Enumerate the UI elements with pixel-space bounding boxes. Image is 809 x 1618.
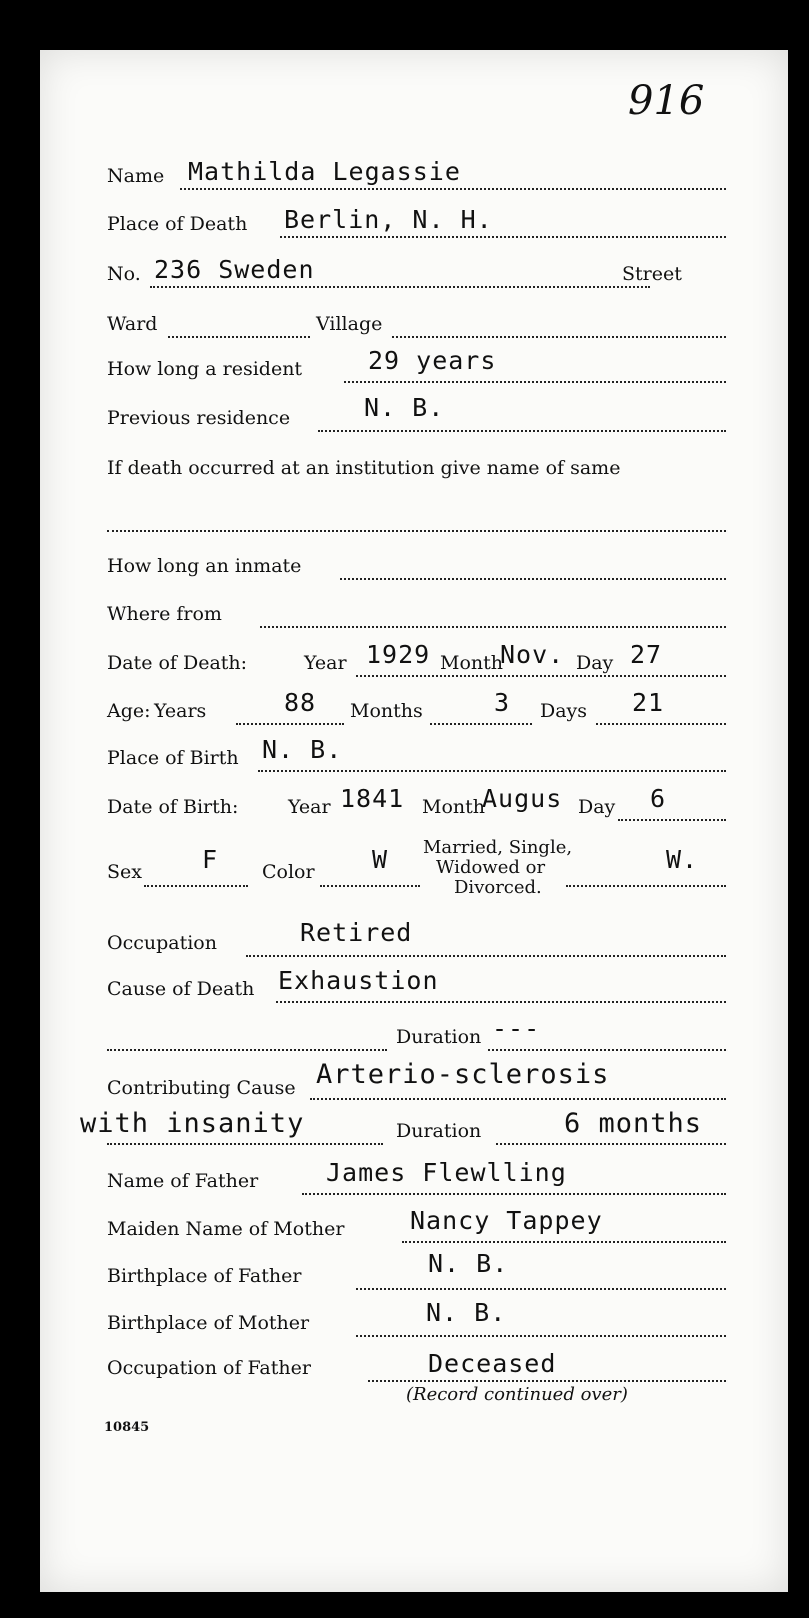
contributing-cause-label: Contributing Cause bbox=[107, 1077, 296, 1099]
row-duration-2 bbox=[40, 1110, 788, 1154]
birth-day-label: Day bbox=[578, 796, 616, 818]
father-occupation-label: Occupation of Father bbox=[107, 1357, 311, 1379]
cause-of-death-value: Exhaustion bbox=[278, 966, 439, 995]
previous-residence-label: Previous residence bbox=[107, 407, 291, 429]
father-occupation-value: Deceased bbox=[428, 1349, 557, 1378]
birth-day-value: 6 bbox=[650, 784, 667, 813]
death-record-card bbox=[40, 50, 788, 1592]
row-father bbox=[40, 1160, 788, 1204]
village-line bbox=[392, 336, 726, 338]
color-line bbox=[320, 885, 420, 887]
date-of-death-label: Date of Death: bbox=[107, 652, 248, 674]
father-birthplace-label: Birthplace of Father bbox=[107, 1265, 302, 1287]
age-months-value: 3 bbox=[494, 688, 511, 717]
contributing-cause-value: Arterio-sclerosis bbox=[316, 1059, 610, 1090]
row-contributing-cause bbox=[40, 1059, 788, 1109]
street-line bbox=[150, 286, 650, 288]
row-father-birthplace bbox=[40, 1249, 788, 1299]
mother-birthplace-line bbox=[356, 1335, 726, 1337]
corner-number: 916 bbox=[628, 78, 705, 124]
row-date-of-birth bbox=[40, 786, 788, 830]
resident-line bbox=[344, 381, 726, 383]
street-value: 236 Sweden bbox=[154, 255, 315, 284]
row-cause-of-death bbox=[40, 968, 788, 1012]
death-month-label: Month bbox=[440, 652, 504, 674]
occupation-value: Retired bbox=[300, 918, 413, 947]
cause-of-death-line bbox=[276, 1001, 726, 1003]
row-name bbox=[40, 155, 788, 199]
row-date-of-death bbox=[40, 642, 788, 686]
marital-line bbox=[566, 885, 726, 887]
where-from-label: Where from bbox=[107, 603, 222, 625]
name-label: Name bbox=[107, 165, 165, 187]
color-label: Color bbox=[262, 861, 315, 883]
place-of-birth-value: N. B. bbox=[262, 735, 343, 764]
occupation-label: Occupation bbox=[107, 932, 217, 954]
duration-1-value: --- bbox=[492, 1014, 541, 1043]
ward-label: Ward bbox=[107, 313, 158, 335]
street-label: Street bbox=[622, 263, 682, 285]
cause-of-death-label: Cause of Death bbox=[107, 978, 255, 1000]
death-year-label: Year bbox=[304, 652, 347, 674]
age-years-line bbox=[236, 723, 344, 725]
father-value: James Flewlling bbox=[326, 1158, 567, 1187]
row-where-from bbox=[40, 593, 788, 637]
contributing-cause-line bbox=[310, 1098, 726, 1100]
mother-line bbox=[402, 1241, 726, 1243]
form-number: 10845 bbox=[104, 1420, 150, 1435]
sex-value: F bbox=[202, 845, 219, 874]
row-age bbox=[40, 690, 788, 734]
age-days-value: 21 bbox=[632, 688, 665, 717]
age-years-value: 88 bbox=[284, 688, 317, 717]
street-no-label: No. bbox=[107, 263, 141, 285]
institution-line bbox=[107, 530, 726, 532]
marital-label-3: Divorced. bbox=[454, 877, 542, 898]
inmate-line bbox=[340, 578, 726, 580]
duration-1-line bbox=[488, 1049, 726, 1051]
father-occupation-line bbox=[368, 1380, 726, 1382]
father-label: Name of Father bbox=[107, 1170, 259, 1192]
date-of-birth-label: Date of Birth: bbox=[107, 796, 239, 818]
birth-month-value: Augus bbox=[482, 784, 563, 813]
previous-residence-value: N. B. bbox=[364, 393, 445, 422]
row-street bbox=[40, 253, 788, 297]
mother-value: Nancy Tappey bbox=[410, 1206, 603, 1235]
occupation-line bbox=[246, 955, 726, 957]
duration-1-label: Duration bbox=[396, 1026, 482, 1048]
row-occupation bbox=[40, 918, 788, 966]
sex-line bbox=[144, 885, 248, 887]
row-place-of-birth bbox=[40, 737, 788, 781]
age-days-label: Days bbox=[540, 700, 588, 722]
age-days-line bbox=[596, 723, 726, 725]
father-birthplace-value: N. B. bbox=[428, 1249, 509, 1278]
resident-value: 29 years bbox=[368, 346, 497, 375]
duration-2-label: Duration bbox=[396, 1120, 482, 1142]
name-line bbox=[180, 188, 726, 190]
duration-1-blank-line bbox=[107, 1049, 387, 1051]
duration-2-line bbox=[496, 1143, 726, 1145]
inmate-label: How long an inmate bbox=[107, 555, 302, 577]
mother-birthplace-value: N. B. bbox=[426, 1298, 507, 1327]
death-month-value: Nov. bbox=[500, 640, 565, 669]
death-day-label: Day bbox=[576, 652, 614, 674]
contributing-cause-line-2 bbox=[107, 1143, 383, 1145]
birth-year-label: Year bbox=[288, 796, 331, 818]
death-date-line bbox=[356, 675, 726, 677]
row-mother bbox=[40, 1208, 788, 1252]
row-duration-1 bbox=[40, 1016, 788, 1060]
marital-value: W. bbox=[666, 845, 699, 874]
row-place-of-death bbox=[40, 203, 788, 247]
marital-label-2: Widowed or bbox=[436, 857, 546, 878]
age-label: Age: bbox=[107, 700, 151, 722]
duration-2-value: 6 months bbox=[564, 1108, 703, 1139]
institution-label: If death occurred at an institution give name of same bbox=[107, 457, 621, 479]
father-line bbox=[302, 1193, 726, 1195]
row-mother-birthplace bbox=[40, 1298, 788, 1346]
resident-label: How long a resident bbox=[107, 358, 303, 380]
age-months-label: Months bbox=[350, 700, 423, 722]
continued-note: (Record continued over) bbox=[406, 1384, 628, 1405]
mother-birthplace-label: Birthplace of Mother bbox=[107, 1312, 310, 1334]
row-previous-residence bbox=[40, 393, 788, 441]
place-of-death-label: Place of Death bbox=[107, 213, 248, 235]
mother-label: Maiden Name of Mother bbox=[107, 1218, 345, 1240]
row-resident bbox=[40, 348, 788, 392]
village-label: Village bbox=[316, 313, 383, 335]
age-months-line bbox=[430, 723, 532, 725]
place-of-birth-label: Place of Birth bbox=[107, 747, 239, 769]
age-years-label: Years bbox=[154, 700, 207, 722]
place-of-death-value: Berlin, N. H. bbox=[284, 205, 493, 234]
death-year-value: 1929 bbox=[366, 640, 431, 669]
contributing-cause-value-line2: with insanity bbox=[80, 1108, 305, 1139]
sex-label: Sex bbox=[107, 861, 142, 883]
marital-label-1: Married, Single, bbox=[423, 837, 573, 858]
row-institution bbox=[40, 447, 788, 491]
birth-day-line bbox=[618, 819, 726, 821]
father-birthplace-line bbox=[356, 1288, 726, 1290]
name-value: Mathilda Legassie bbox=[188, 157, 461, 186]
color-value: W bbox=[372, 845, 389, 874]
row-ward-village bbox=[40, 303, 788, 347]
where-from-line bbox=[260, 626, 726, 628]
ward-line bbox=[168, 336, 310, 338]
row-inmate bbox=[40, 545, 788, 589]
birth-month-label: Month bbox=[422, 796, 486, 818]
place-of-death-line bbox=[280, 236, 726, 238]
row-sex-color-marital bbox=[40, 833, 788, 903]
place-of-birth-line bbox=[258, 770, 726, 772]
previous-residence-line bbox=[318, 430, 726, 432]
death-day-value: 27 bbox=[630, 640, 663, 669]
birth-year-value: 1841 bbox=[340, 784, 405, 813]
